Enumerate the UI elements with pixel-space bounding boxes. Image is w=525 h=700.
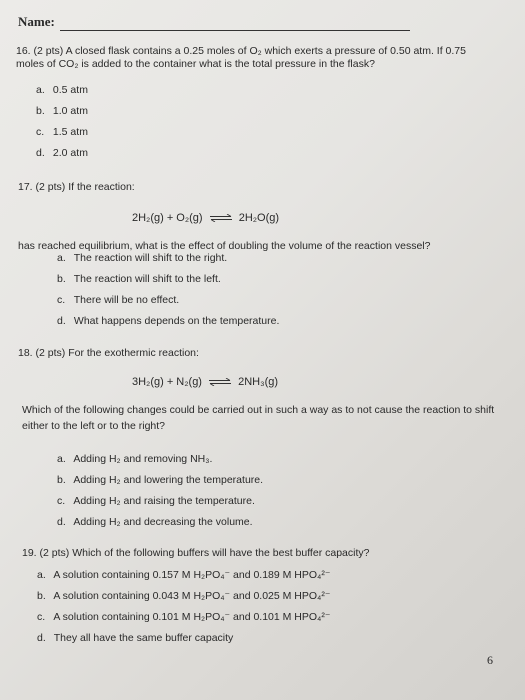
equation-17-left: 2H₂(g) + O₂(g)	[132, 212, 203, 224]
equation-18-left: 3H₂(g) + N₂(g)	[132, 376, 202, 388]
option-19b: b. A solution containing 0.043 M H₂PO₄⁻ and 0.025 M HPO₄²⁻	[37, 590, 331, 602]
name-label: Name:	[18, 14, 55, 29]
option-18d: d. Adding H₂ and decreasing the volume.	[57, 516, 253, 528]
option-16a: a. 0.5 atm	[36, 84, 88, 96]
question-18-options	[57, 449, 263, 533]
question-18-text: Which of the following changes could be carried out in such a way as to not cause the reaction to shift either to the left or to the right?	[22, 404, 495, 432]
option-17b: b. The reaction will shift to the left.	[57, 273, 221, 285]
option-17d: d. What happens depends on the temperature.	[57, 315, 280, 327]
question-16-options	[36, 80, 88, 164]
option-16b: b. 1.0 atm	[36, 105, 88, 117]
option-19a: a. A solution containing 0.157 M H₂PO₄⁻ and 0.189 M HPO₄²⁻	[37, 569, 331, 581]
question-17-options	[57, 248, 279, 332]
question-18-intro: 18. (2 pts) For the exothermic reaction:	[18, 347, 199, 359]
option-18a: a. Adding H₂ and removing NH₃.	[57, 453, 213, 465]
option-16d: d. 2.0 atm	[36, 147, 88, 159]
equilibrium-arrow-icon	[209, 378, 231, 386]
question-16-text-line2: moles of CO₂ is added to the container what is the total pressure in the flask?	[16, 58, 375, 70]
equation-18-right: 2NH₃(g)	[238, 376, 279, 388]
question-17-text: has reached equilibrium, what is the effect of doubling the volume of the reaction vessel?	[18, 240, 431, 252]
option-16c: c. 1.5 atm	[36, 126, 88, 138]
question-16-text-line1: 16. (2 pts) A closed flask contains a 0.25 moles of O₂ which exerts a pressure of 0.50 atm. If 0.75	[16, 45, 466, 57]
option-18b: b. Adding H₂ and lowering the temperature.	[57, 474, 264, 486]
question-16	[16, 45, 516, 71]
question-18-equation	[132, 376, 278, 389]
name-field	[18, 14, 418, 30]
question-17-intro: 17. (2 pts) If the reaction:	[18, 181, 135, 193]
equation-17-right: 2H₂O(g)	[238, 212, 280, 224]
option-19d: d. They all have the same buffer capacity	[37, 632, 234, 644]
name-underline	[60, 30, 410, 31]
option-17c: c. There will be no effect.	[57, 294, 180, 306]
page-number: 6	[487, 653, 493, 667]
question-19-intro: 19. (2 pts) Which of the following buffers will have the best buffer capacity?	[22, 547, 370, 559]
equilibrium-arrow-icon	[210, 214, 232, 222]
question-17-equation	[132, 212, 279, 225]
option-19c: c. A solution containing 0.101 M H₂PO₄⁻ and 0.101 M HPO₄²⁻	[37, 611, 331, 623]
option-17a: a. The reaction will shift to the right.	[57, 252, 228, 264]
option-18c: c. Adding H₂ and raising the temperature.	[57, 495, 255, 507]
question-19-options	[37, 565, 330, 649]
